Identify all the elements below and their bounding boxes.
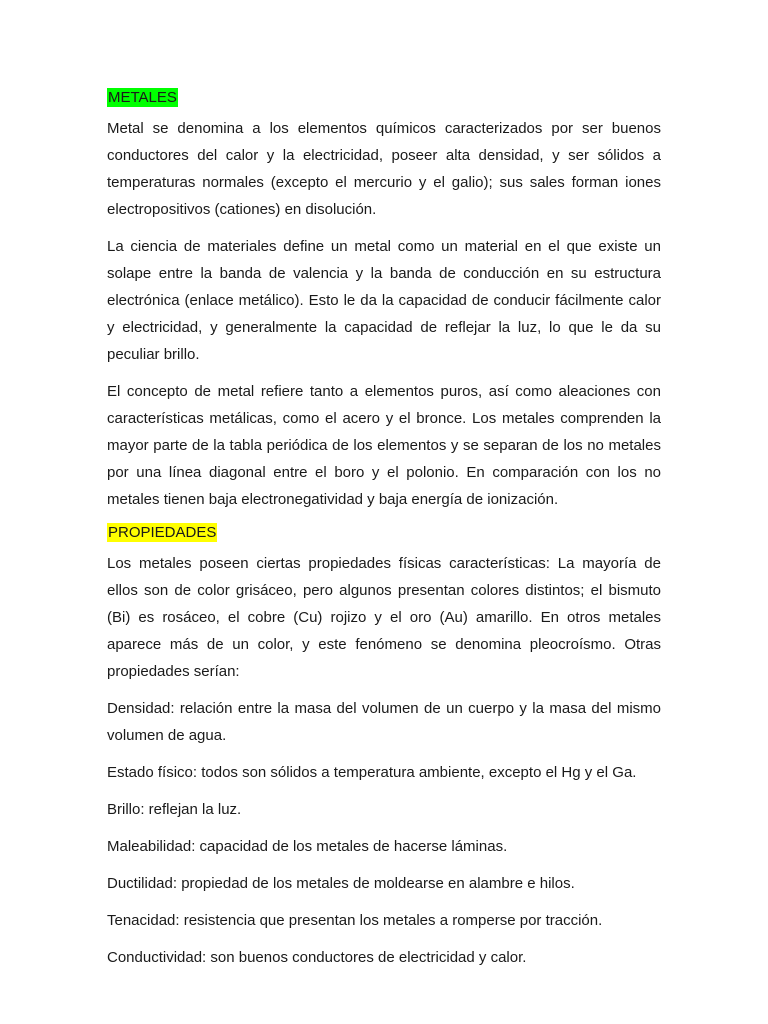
paragraph-concept: El concepto de metal refiere tanto a elementos puros, así como aleaciones con características metálicas, como el acero y el bronce. Los metales comprenden la mayor parte de la tabla periódica de los elementos y se separan de los no metales por una línea diagonal entre el boro y el polonio. En comparación con los no metales tienen baja electronegatividad y baja energía de ionización. bbox=[107, 383, 661, 508]
paragraph-conductividad: Conductividad: son buenos conductores de electricidad y calor. bbox=[107, 949, 527, 966]
paragraph-properties-intro: Los metales poseen ciertas propiedades físicas características: La mayoría de ellos son de color grisáceo, pero algunos presentan colores distintos; el bismuto (Bi) es rosáceo, el cobre (Cu) rojizo y el oro (Au) amarillo. En otros metales aparece más de un color, y este fenómeno se denomina pleocroísmo. Otras propiedades serían: bbox=[107, 555, 661, 680]
paragraph-materials-science: La ciencia de materiales define un metal como un material en el que existe un solape entre la banda de valencia y la banda de conducción en su estructura electrónica (enlace metálico). Esto le da la capacidad de conducir fácilmente calor y electricidad, y generalmente la capacidad de reflejar la luz, lo que le da su peculiar brillo. bbox=[107, 238, 661, 363]
section-heading-metales: METALES bbox=[108, 89, 177, 106]
paragraph-densidad: Densidad: relación entre la masa del volumen de un cuerpo y la masa del mismo volumen de agua. bbox=[107, 700, 661, 744]
section-heading-propiedades: PROPIEDADES bbox=[108, 524, 217, 541]
paragraph-brillo: Brillo: reflejan la luz. bbox=[107, 801, 242, 818]
paragraph-ductilidad: Ductilidad: propiedad de los metales de moldearse en alambre e hilos. bbox=[107, 875, 575, 892]
paragraph-maleabilidad: Maleabilidad: capacidad de los metales de hacerse láminas. bbox=[107, 838, 508, 855]
paragraph-tenacidad: Tenacidad: resistencia que presentan los metales a romperse por tracción. bbox=[107, 912, 603, 929]
document-page bbox=[107, 88, 661, 981]
paragraph-definition: Metal se denomina a los elementos químicos caracterizados por ser buenos conductores del calor y la electricidad, poseer alta densidad, y ser sólidos a temperaturas normales (excepto el mercurio y el galio); sus sales forman iones electropositivos (cationes) en disolución. bbox=[107, 120, 661, 218]
paragraph-estado-fisico: Estado físico: todos son sólidos a temperatura ambiente, excepto el Hg y el Ga. bbox=[107, 764, 637, 781]
